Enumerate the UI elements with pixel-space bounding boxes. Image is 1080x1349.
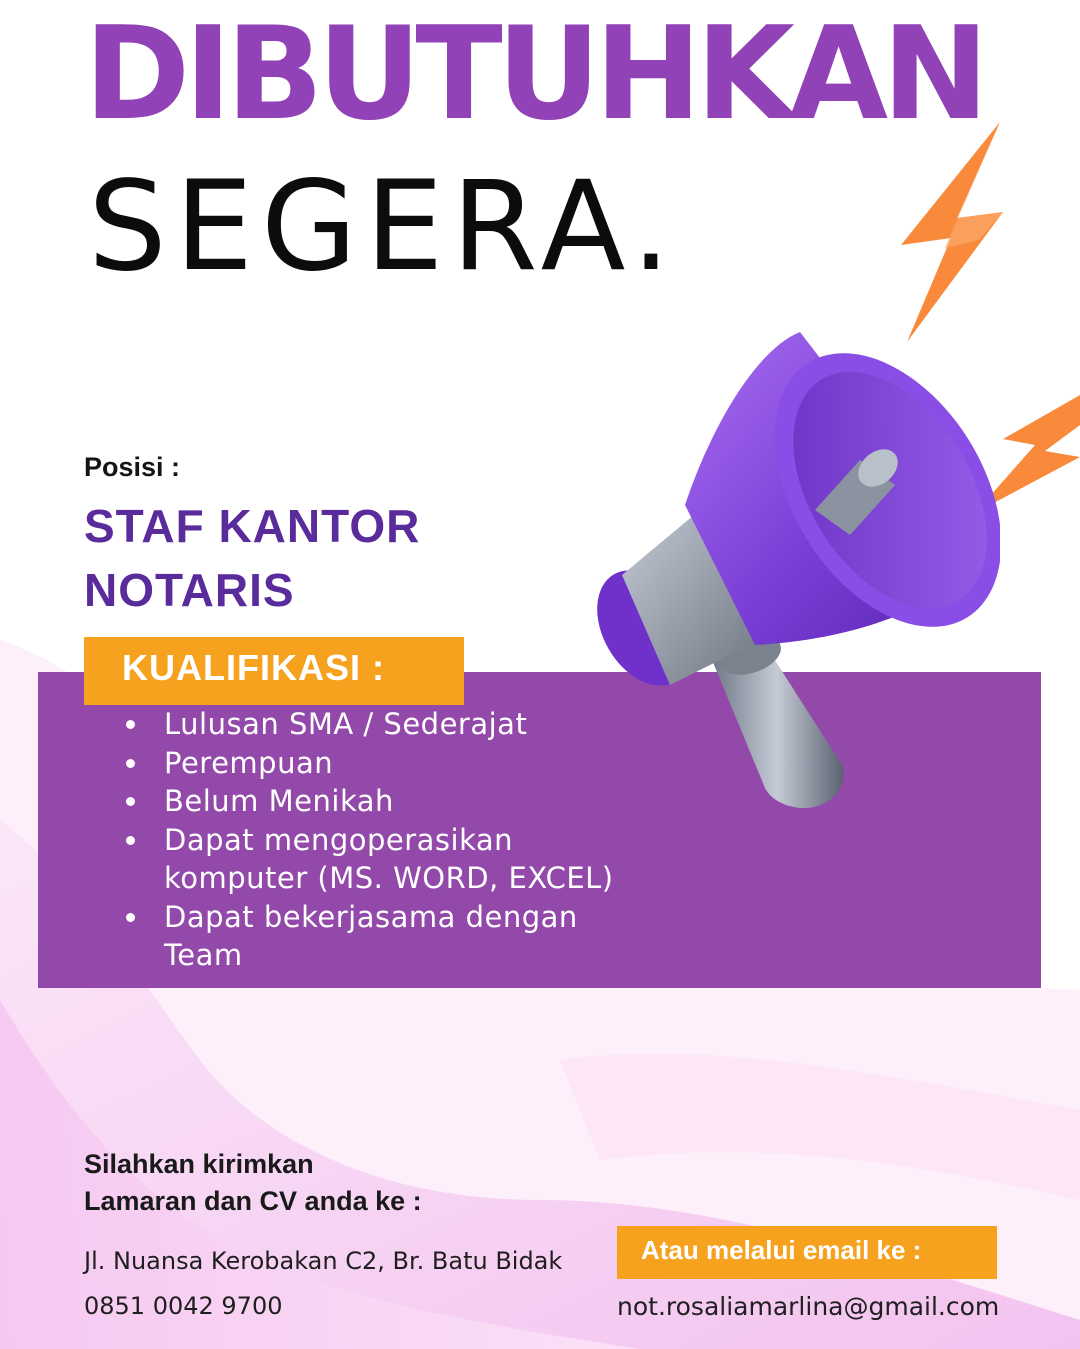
list-item: Belum Menikah (122, 782, 642, 821)
headline-dibutuhkan: DIBUTUHKAN (84, 0, 984, 149)
list-item: Perempuan (122, 744, 642, 783)
phone-number: 0851 0042 9700 (84, 1292, 283, 1320)
send-instructions (84, 1146, 422, 1220)
qualifications-heading-tag (84, 637, 464, 705)
email-heading: Atau melalui email ke : (641, 1235, 922, 1265)
position-label: Posisi : (84, 452, 181, 482)
megaphone-icon (560, 310, 1000, 830)
send-line-1: Silahkan kirimkan (84, 1149, 314, 1179)
email-address[interactable]: not.rosaliamarlina@gmail.com (617, 1292, 1000, 1321)
email-heading-tag (617, 1226, 997, 1279)
list-item: Lulusan SMA / Sederajat (122, 705, 642, 744)
list-item: Dapat bekerjasama dengan Team (122, 898, 642, 975)
qualifications-heading: KUALIFIKASI : (122, 647, 385, 688)
position-title (84, 494, 420, 622)
send-line-2: Lamaran dan CV anda ke : (84, 1186, 422, 1216)
list-item: Dapat mengoperasikan komputer (MS. WORD, EXCEL) (122, 821, 642, 898)
position-title-line1: STAF KANTOR (84, 500, 421, 552)
headline-segera: SEGERA. (88, 155, 679, 299)
address-text: Jl. Nuansa Kerobakan C2, Br. Batu Bidak (84, 1247, 563, 1275)
position-title-line2: NOTARIS (84, 564, 295, 616)
